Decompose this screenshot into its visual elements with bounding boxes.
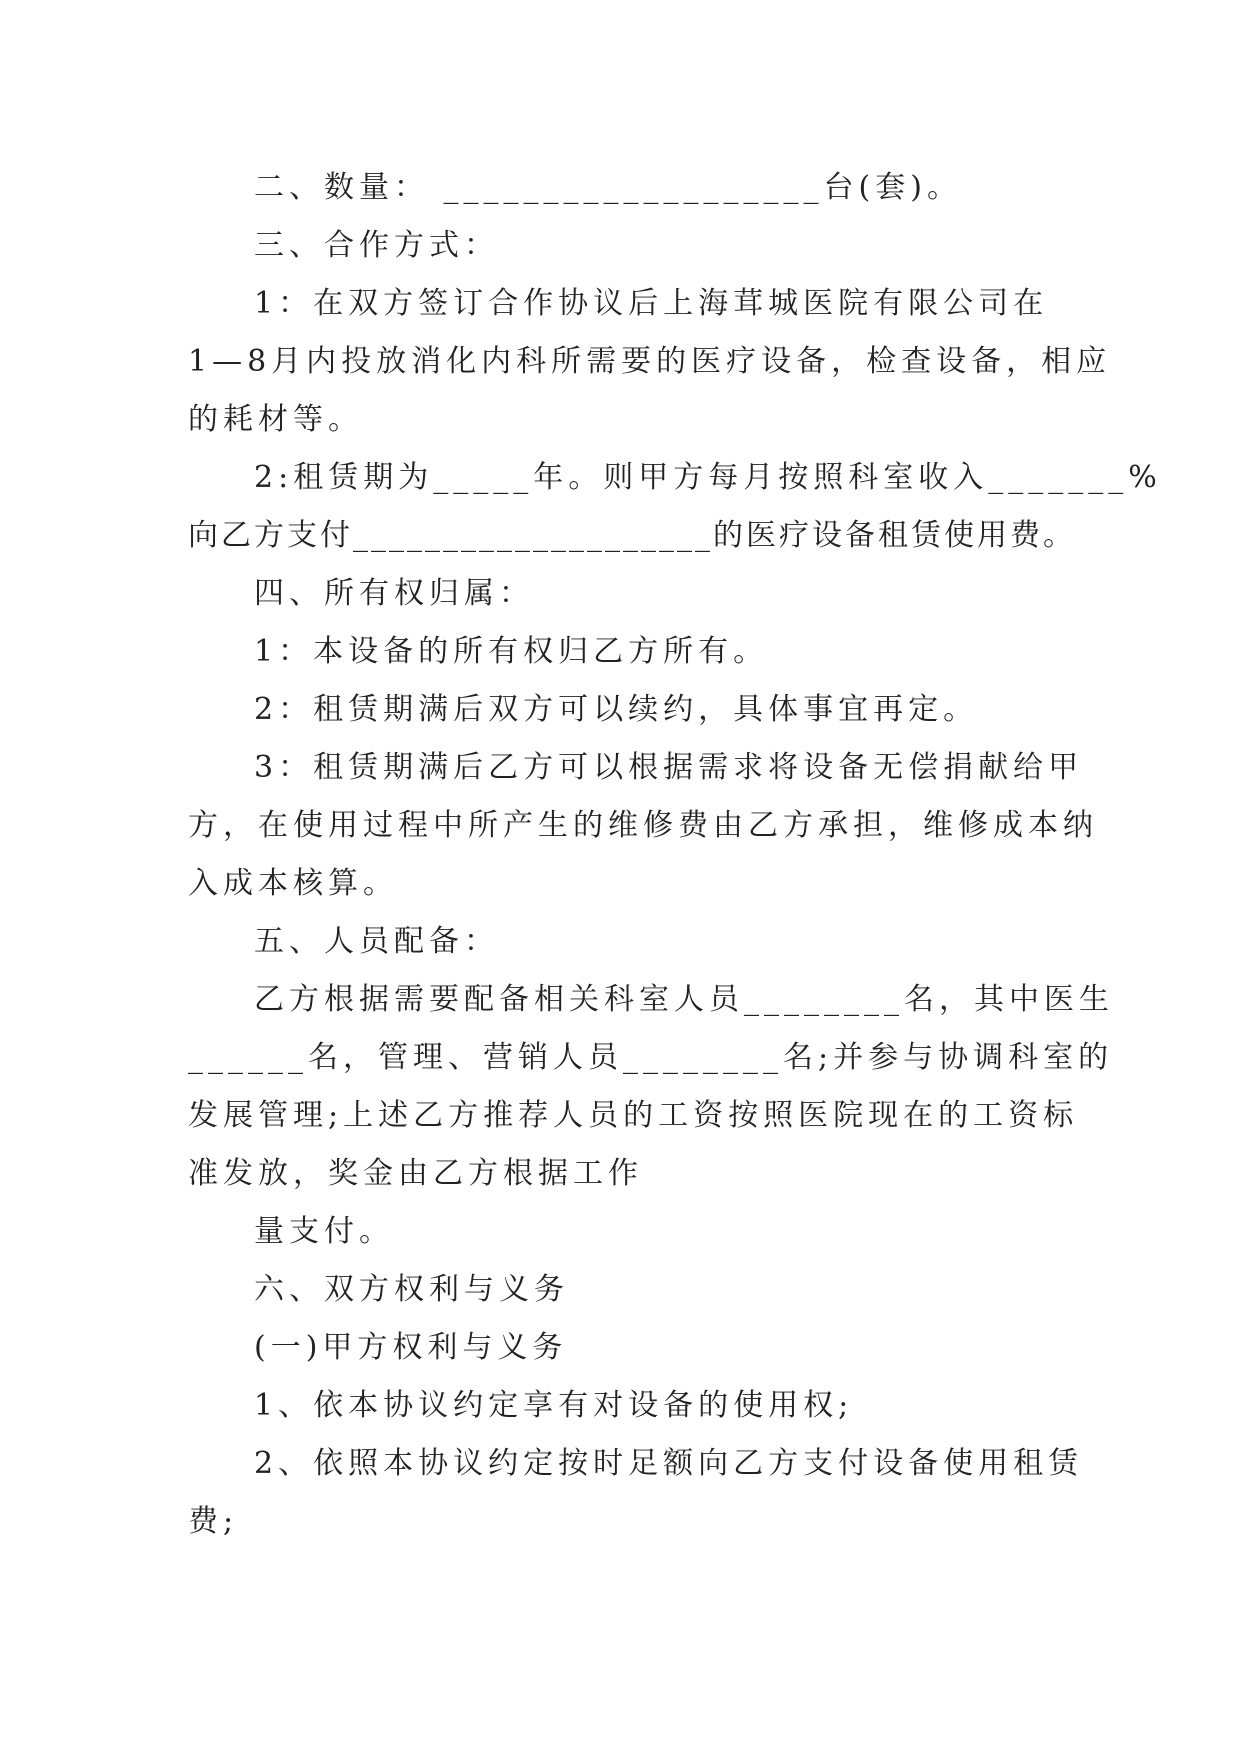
- staffing-line-4: 准发放，奖金由乙方根据工作: [188, 1156, 643, 1191]
- staffing-line-1: 乙方根据需要配备相关科室人员________名，其中医生: [254, 982, 1114, 1017]
- heading-staffing: 五、人员配备：: [254, 924, 499, 959]
- party-a-clause-1: 1、依本协议约定享有对设备的使用权;: [254, 1388, 854, 1423]
- party-a-clause-2-line-1: 2、依照本协议约定按时足额向乙方支付设备使用租赁: [254, 1446, 1084, 1481]
- heading-cooperation-method: 三、合作方式：: [254, 228, 499, 263]
- ownership-clause-3-line-3: 入成本核算。: [188, 866, 398, 901]
- paragraph-quantity: 二、数量： ___________________台(套)。: [254, 170, 962, 205]
- subheading-party-a: (一)甲方权利与义务: [254, 1330, 568, 1365]
- clause-1-line-1: 1：在双方签订合作协议后上海茸城医院有限公司在: [254, 286, 1049, 321]
- clause-2-line-2: 向乙方支付____________________的医疗设备租赁使用费。: [188, 518, 1076, 553]
- ownership-clause-3-line-1: 3：租赁期满后乙方可以根据需求将设备无偿捐献给甲: [254, 750, 1084, 785]
- staffing-line-3: 发展管理;上述乙方推荐人员的工资按照医院现在的工资标: [188, 1098, 1079, 1133]
- party-a-clause-2-line-2: 费;: [188, 1504, 239, 1539]
- ownership-clause-2: 2：租赁期满后双方可以续约，具体事宜再定。: [254, 692, 979, 727]
- clause-1-line-2: 1—8月内投放消化内科所需要的医疗设备，检查设备，相应: [188, 344, 1112, 379]
- clause-2-line-1: 2:租赁期为_____年。则甲方每月按照科室收入_______%: [254, 460, 1162, 495]
- document-body: [188, 159, 1162, 1551]
- ownership-clause-1: 1：本设备的所有权归乙方所有。: [254, 634, 769, 669]
- heading-ownership: 四、所有权归属：: [254, 576, 534, 611]
- clause-1-line-3: 的耗材等。: [188, 402, 363, 437]
- staffing-line-2: ______名，管理、营销人员________名;并参与协调科室的: [188, 1040, 1114, 1075]
- staffing-line-5: 量支付。: [254, 1214, 394, 1249]
- ownership-clause-3-line-2: 方，在使用过程中所产生的维修费由乙方承担，维修成本纳: [188, 808, 1098, 843]
- heading-rights-obligations: 六、双方权利与义务: [254, 1272, 569, 1307]
